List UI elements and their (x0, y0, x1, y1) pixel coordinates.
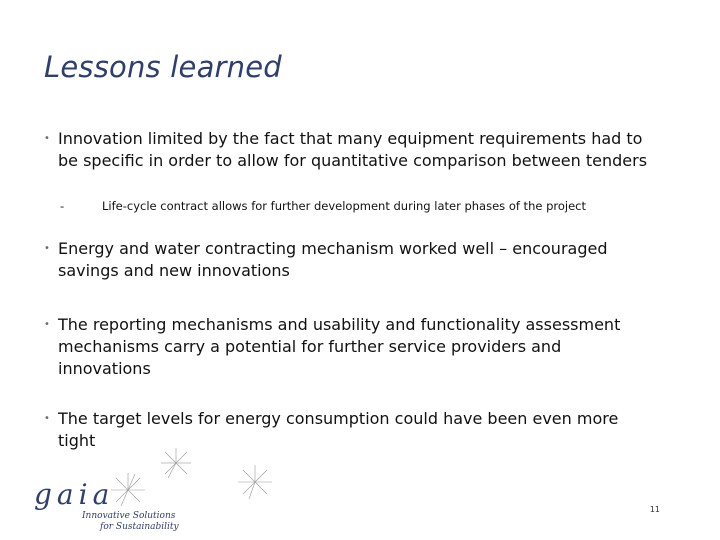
logo-wordmark: gaia (34, 478, 115, 511)
bullet-item (44, 314, 648, 380)
page-number: 11 (649, 505, 660, 514)
bullet-marker: • (44, 243, 50, 254)
slide-title: Lessons learned (44, 50, 282, 84)
bullet-marker: • (44, 133, 50, 144)
bullet-marker: • (44, 413, 50, 424)
logo-tagline: for Sustainability (100, 522, 179, 532)
bullet-item (44, 238, 648, 282)
dandelion-seed-icon (235, 462, 275, 502)
bullet-marker: • (44, 319, 50, 330)
gaia-logo (30, 440, 290, 535)
dandelion-seed-icon (158, 445, 194, 481)
sub-bullet-marker: - (60, 199, 65, 213)
bullet-item (44, 128, 648, 172)
logo-tagline: Innovative Solutions (82, 511, 176, 521)
bullet-text: The target levels for energy consumption could have been even more tight (58, 409, 619, 450)
sub-bullet-item (60, 199, 586, 213)
sub-bullet-text: Life-cycle contract allows for further development during later phases of the project (102, 199, 586, 213)
bullet-text: Energy and water contracting mechanism worked well – encouraged savings and new innovations (58, 239, 608, 280)
bullet-text: Innovation limited by the fact that many equipment requirements had to be specific in order to allow for quantitative comparison between tenders (58, 129, 648, 170)
bullet-text: The reporting mechanisms and usability and functionality assessment mechanisms carry a potential for further service providers and innovations (58, 315, 621, 378)
